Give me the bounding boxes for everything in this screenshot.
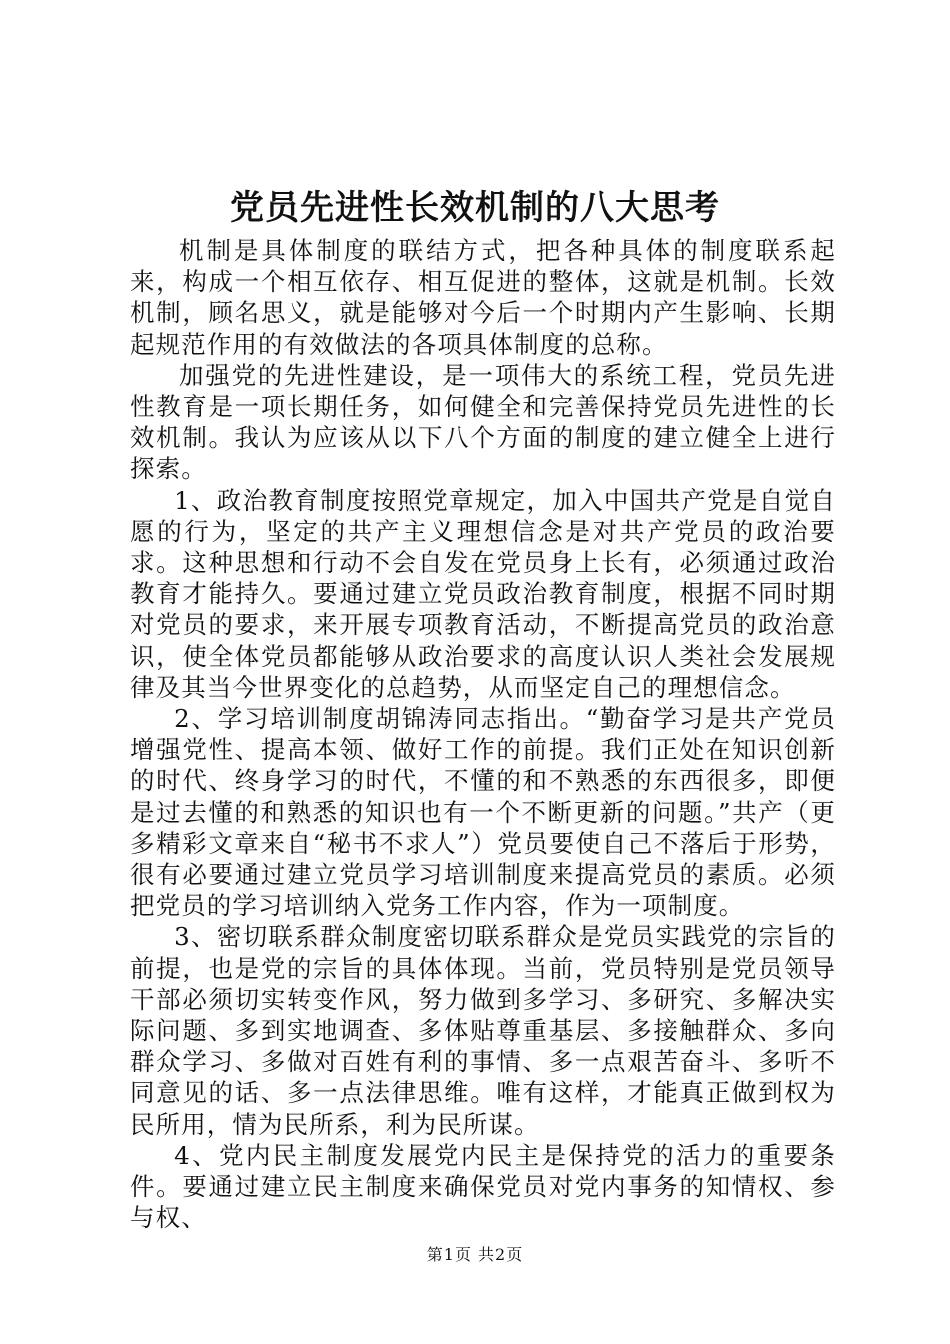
document-title: 党员先进性长效机制的八大思考 (230, 188, 720, 228)
paragraph-mass-contact: 3、密切联系群众制度密切联系群众是党员实践党的宗旨的前提，也是党的宗旨的具体体现。当前，党员特别是党员领导干部必须切实转变作风，努力做到多学习、多研究、多解决实际问题、多到实地调查、多体贴尊重基层、多接触群众、多向群众学习、多做对百姓有利的事情、多一点艰苦奋斗、多听不同意见的话、多一点法律思维。唯有这样，才能真正做到权为民所用，情为民所系，利为民所谋。 (130, 922, 836, 1139)
paragraph-intro: 机制是具体制度的联结方式，把各种具体的制度联系起来，构成一个相互依存、相互促进的整体，这就是机制。长效机制，顾名思义，就是能够对今后一个时期内产生影响、长期起规范作用的有效做法的各项具体制度的总称。 (130, 236, 836, 359)
paragraph-overview: 加强党的先进性建设，是一项伟大的系统工程，党员先进性教育是一项长期任务，如何健全和完善保持党员先进性的长效机制。我认为应该从以下八个方面的制度的建立健全上进行探索。 (130, 360, 836, 484)
paragraph-inner-party-democracy: 4、党内民主制度发展党内民主是保持党的活力的重要条件。要通过建立民主制度来确保党员对党内事务的知情权、参与权、 (130, 1140, 836, 1233)
page-footer: 第1页 共2页 (426, 1245, 524, 1264)
paragraph-political-education: 1、政治教育制度按照党章规定，加入中国共产党是自觉自愿的行为，坚定的共产主义理想信念是对共产党员的政治要求。这种思想和行动不会自发在党员身上长有，必须通过政治教育才能持久。要通过建立党员政治教育制度，根据不同时期对党员的要求，来开展专项教育活动，不断提高党员的政治意识，使全体党员都能够从政治要求的高度认识人类社会发展规律及其当今世界变化的总趋势，从而坚定自己的理想信念。 (130, 485, 836, 702)
document-body (130, 235, 836, 1234)
paragraph-study-training: 2、学习培训制度胡锦涛同志指出。“勤奋学习是共产党员增强党性、提高本领、做好工作的前提。我们正处在知识创新的时代、终身学习的时代，不懂的和不熟悉的东西很多，即便是过去懂的和熟悉的知识也有一个不断更新的问题。”共产（更多精彩文章来自“秘书不求人”）党员要使自己不落后于形势，很有必要通过建立党员学习培训制度来提高党员的素质。必须把党员的学习培训纳入党务工作内容，作为一项制度。 (130, 704, 836, 921)
